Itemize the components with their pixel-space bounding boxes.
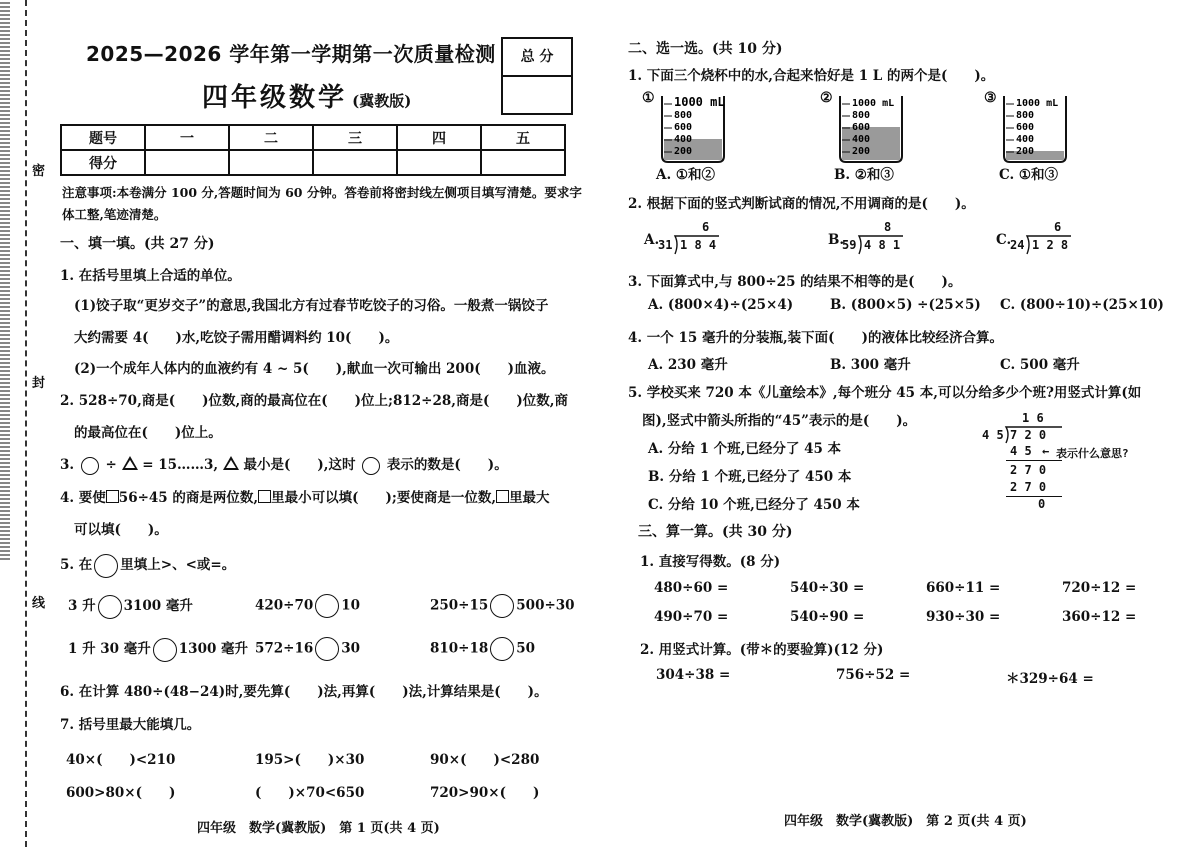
division-quotient: 8 [884,220,892,234]
scale-label: 400 [852,134,871,145]
beaker-2-water [842,127,900,160]
division-divisor: 24 [1010,238,1025,252]
square-symbol [496,490,509,503]
s1-q3-text: 3. [60,457,75,473]
beaker-marker: ① [642,90,655,106]
vertical-calc-item[interactable]: 304÷38 = [656,667,731,683]
beaker-3-svg [998,92,1078,164]
fold-label: 封 [32,372,45,391]
scale-label: 400 [1016,134,1035,145]
s1-q4-line2: 可以填( )。 [74,522,168,538]
compare-item [255,594,360,618]
score-table-header-row [61,125,565,150]
compare-circle[interactable] [315,637,339,661]
ld-arrow-note: 表示什么意思? [1056,447,1129,460]
ld-step1: 4 5 [1010,444,1032,458]
calc-item[interactable]: 480÷60 = [654,580,729,596]
compare-left: 1 升 30 毫升 [68,641,151,657]
s1-q3 [60,453,508,475]
long-division-diagram [982,411,1162,511]
s1-q4-text: 里最小可以填( );要使商是一位数, [271,490,497,506]
division-dividend: 1 8 4 [680,238,717,252]
s1-q1-part1-line1: (1)饺子取“更岁交子”的意思,我国北方有过春节吃饺子的习俗。一般煮一锅饺子 [74,298,549,314]
s1-q3-text: ÷ [105,457,117,473]
beaker-marker: ② [820,90,833,106]
compare-right: 30 [341,640,361,657]
score-table-cell: 题号 [61,125,145,150]
vertical-calc-item[interactable]: ＊329÷64 = [1006,671,1094,687]
scale-label: 400 [674,134,693,145]
subject-title: 四年级数学 [202,83,348,113]
total-score-box [501,37,573,115]
compare-item [68,594,193,619]
s2-q2-stem: 2. 根据下面的竖式判断试商的情况,不用调商的是( )。 [628,196,975,212]
compare-circle[interactable] [490,594,514,618]
calc-item[interactable]: 930÷30 = [926,609,1001,625]
fill-item: 600>80×( ) [66,785,176,801]
option-c[interactable]: C. ①和③ [999,167,1059,183]
compare-item [430,594,575,618]
s1-q5-text: 5. 在 [60,557,93,573]
division-dividend: 4 8 1 [864,238,901,252]
s1-q5-stem [60,553,235,578]
division-letter: A. [644,232,660,248]
s1-q2-line2: 的最高位在( )位上。 [74,425,222,441]
page1-footer: 四年级 数学(冀教版) 第 1 页(共 4 页) [197,821,440,836]
binding-strip [0,0,10,560]
compare-left: 3 升 [68,598,96,614]
s1-q4-text: 里最大 [509,490,550,506]
option-a[interactable]: A. (800×4)÷(25×4) [648,297,794,313]
scale-label: 600 [852,122,871,133]
ld-divisor: 4 5 [982,428,1004,442]
score-row-label: 得分 [61,150,145,175]
subject-title-row [202,77,411,114]
edition-label: (冀教版) [352,92,412,110]
scale-label: 1000 mL [852,98,895,109]
calc-item[interactable]: 660÷11 = [926,580,1001,596]
s1-q3-text: 最小是( ),这时 [243,457,356,473]
exam-title: 2025—2026 学年第一学期第一次质量检测 [86,42,496,66]
triangle-symbol [223,456,239,470]
s1-q4-line1 [60,486,550,506]
scale-label: 1000 mL [674,95,725,109]
s2-q5-line2: 图),竖式中箭头所指的“45”表示的是( )。 [642,413,917,429]
option-a[interactable]: A. ①和② [656,167,715,183]
ld-rule [1006,496,1062,497]
score-table [60,124,566,176]
s1-q4-text: 4. 要使 [60,490,106,506]
division-divisor: 59 [842,238,857,252]
compare-right: 50 [516,640,536,657]
s2-q3-stem: 3. 下面算式中,与 800÷25 的结果不相等的是( )。 [628,274,962,290]
compare-left: 572÷16 [255,640,314,657]
beaker-3-water [1006,151,1064,160]
ld-remainder: 0 [1038,497,1046,511]
score-table-score-row [61,150,565,175]
total-score-label: 总 分 [503,39,571,77]
division-letter: B. [828,232,845,248]
score-table-cell: 一 [145,125,229,150]
triangle-symbol [122,456,138,470]
line-label: 线 [32,592,45,611]
s3-q1-stem: 1. 直接写得数。(8 分) [640,554,781,570]
beaker-1-water [664,139,722,160]
ld-dividend: 7 2 0 [1010,428,1047,442]
s1-q3-text: = 15……3, [142,457,219,473]
s2-q5-line1: 5. 学校买来 720 本《儿童绘本》,每个班分 45 本,可以分给多少个班?用竖式计算(如 [628,385,1142,401]
ld-step3: 2 7 0 [1010,480,1047,494]
score-table-cell: 四 [397,125,481,150]
scale-label: 200 [1016,146,1035,157]
option-a[interactable]: A. 230 毫升 [648,357,728,373]
compare-circle[interactable] [98,595,122,619]
seal-line [25,0,27,847]
option-b[interactable]: B. 300 毫升 [830,357,911,373]
section2-title: 二、选一选。(共 10 分) [628,41,783,57]
calc-item[interactable]: 490÷70 = [654,609,729,625]
page-2 [622,0,1170,847]
s1-q1-part2: (2)一个成年人体内的血液约有 4 ~ 5( ),献血一次可输出 200( )血液。 [74,361,555,377]
division-quotient: 6 [1054,220,1062,234]
compare-item [68,637,248,662]
option-b[interactable]: B. 分给 1 个班,已经分了 450 本 [648,469,852,485]
page2-footer: 四年级 数学(冀教版) 第 2 页(共 4 页) [784,814,1027,829]
calc-item[interactable]: 360÷12 = [1062,609,1137,625]
beaker-marker: ③ [984,90,997,106]
ld-rule [1006,460,1062,461]
score-cell[interactable] [313,150,397,175]
scale-label: 600 [1016,122,1035,133]
calc-item[interactable]: 540÷30 = [790,580,865,596]
compare-circle[interactable] [490,637,514,661]
option-a[interactable]: A. 分给 1 个班,已经分了 45 本 [648,441,842,457]
arrow-left-icon: ← [1042,444,1050,458]
option-c[interactable]: C. 500 毫升 [1000,357,1080,373]
compare-circle[interactable] [153,638,177,662]
option-c[interactable]: C. (800÷10)÷(25×10) [1000,297,1164,313]
circle-symbol [81,457,99,475]
vertical-calc-item[interactable]: 756÷52 = [836,667,911,683]
score-cell[interactable] [481,150,565,175]
ld-step2: 2 7 0 [1010,463,1047,477]
compare-right: 500÷30 [516,597,575,614]
compare-left: 420÷70 [255,597,314,614]
section3-title: 三、算一算。(共 30 分) [638,524,793,540]
calc-item[interactable]: 720÷12 = [1062,580,1137,596]
compare-item [430,637,535,661]
s1-q1-stem: 1. 在括号里填上合适的单位。 [60,268,241,284]
circle-symbol [362,457,380,475]
compare-left: 250÷15 [430,597,489,614]
square-symbol [258,490,271,503]
compare-right: 3100 毫升 [123,598,193,614]
s2-q4-stem: 4. 一个 15 毫升的分装瓶,装下面( )的液体比较经济合算。 [628,330,1003,346]
compare-left: 810÷18 [430,640,489,657]
scale-label: 800 [674,110,693,121]
s1-q2-line1: 2. 528÷70,商是( )位数,商的最高位在( )位上;812÷28,商是( )位数,商 [60,393,568,409]
scale-label: 1000 mL [1016,98,1059,109]
option-b[interactable]: B. (800×5) ÷(25×5) [830,297,981,313]
exam-notes: 注意事项:本卷满分 100 分,答题时间为 60 分钟。答卷前将密封线左侧项目填写清楚。要求字体工整,笔迹清楚。 [62,185,582,222]
score-table-cell: 五 [481,125,565,150]
option-b[interactable]: B. ②和③ [834,167,894,183]
scale-label: 200 [674,146,693,157]
ld-quotient: 1 6 [1022,411,1044,425]
option-c[interactable]: C. 分给 10 个班,已经分了 450 本 [648,497,860,513]
score-cell[interactable] [397,150,481,175]
fill-item: 40×( )<210 [66,752,176,768]
seal-label: 密 [32,160,45,179]
s1-q3-text: 表示的数是( )。 [386,457,508,473]
s1-q4-text: 56÷45 的商是两位数, [118,490,259,506]
s1-q5-text: 里填上>、<或=。 [120,557,236,573]
score-cell[interactable] [145,150,229,175]
beaker-1-svg [656,92,736,164]
compare-right: 1300 毫升 [178,641,249,657]
division-divisor: 31 [658,238,673,252]
division-quotient: 6 [702,220,710,234]
compare-circle[interactable] [315,594,339,618]
calc-item[interactable]: 540÷90 = [790,609,865,625]
fill-item: 90×( )<280 [430,752,540,768]
square-symbol [106,490,119,503]
total-score-field[interactable] [503,77,571,113]
score-table-cell: 三 [313,125,397,150]
s1-q6: 6. 在计算 480÷(48−24)时,要先算( )法,再算( )法,计算结果是( )。 [60,684,548,700]
binding-margin [0,0,44,847]
compare-item [255,637,360,661]
section1-title: 一、填一填。(共 27 分) [60,236,215,252]
s2-q1-stem: 1. 下面三个烧杯中的水,合起来恰好是 1 L 的两个是( )。 [628,68,995,84]
fill-item: 195>( )×30 [255,752,365,768]
scale-label: 800 [1016,110,1035,121]
score-table-cell: 二 [229,125,313,150]
score-cell[interactable] [229,150,313,175]
s3-q2-stem: 2. 用竖式计算。(带＊的要验算)(12 分) [640,642,884,658]
division-dividend: 1 2 8 [1032,238,1069,252]
scale-label: 600 [674,122,693,133]
beaker-2-svg [834,92,914,164]
page-1 [52,0,597,847]
fill-item: ( )×70<650 [255,785,365,801]
s1-q1-part1-line2: 大约需要 4( )水,吃饺子需用醋调料约 10( )。 [74,330,399,346]
s1-q7-stem: 7. 括号里最大能填几。 [60,717,201,733]
compare-circle [94,554,118,578]
division-letter: C. [996,232,1012,248]
scale-label: 800 [852,110,871,121]
compare-right: 10 [341,597,361,614]
fill-item: 720>90×( ) [430,785,540,801]
scale-label: 200 [852,146,871,157]
